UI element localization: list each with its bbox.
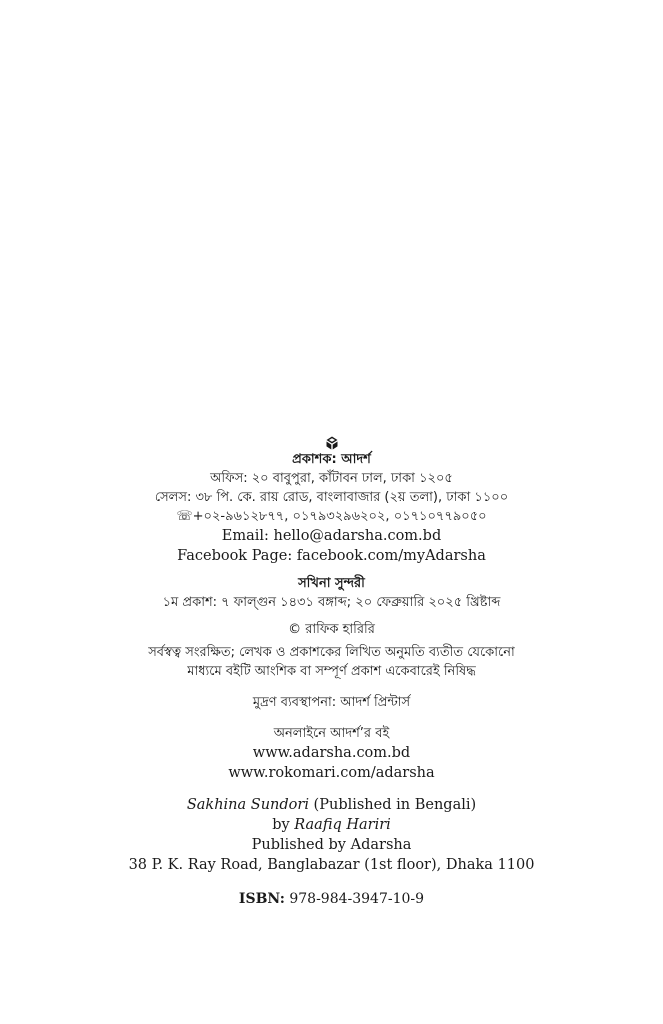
isbn-label: ISBN: xyxy=(238,891,285,907)
rights-line-1: সর্বস্বত্ব সংরক্ষিত; লেখক ও প্রকাশকের লিখিত অনুমতি ব্যতীত যেকোনো xyxy=(148,645,515,660)
office-address: অফিস: ২০ বাবুপুরা, কাঁটাবন ঢাল, ঢাকা ১২০৫ xyxy=(210,471,453,486)
english-title-note: (Published in Bengali) xyxy=(308,797,477,813)
publisher-heading: প্রকাশক: আদর্শ xyxy=(292,452,371,467)
isbn-value: 978-984-3947-10-9 xyxy=(284,891,425,907)
phone-numbers: ☏+০২-৯৬১২৮৭৭, ০১৭৯৩২৯৬২০২, ০১৭১০৭৭৯০৫০ xyxy=(176,509,487,524)
published-by-line: Published by Adarsha xyxy=(251,837,412,853)
english-title-line xyxy=(0,795,663,815)
copyright-line: © রাফিক হারিরি xyxy=(288,622,375,637)
book-title-bengali: সখিনা সুন্দরী xyxy=(298,576,365,591)
website-rokomari: www.rokomari.com/adarsha xyxy=(228,765,435,781)
sales-address: সেলস: ৩৮ পি. কে. রায় রোড, বাংলাবাজার (২য় তলা), ঢাকা ১১০০ xyxy=(154,490,509,505)
rights-line-2: মাধ্যমে বইটি আংশিক বা সম্পূর্ণ প্রকাশ একেবারেই নিষিদ্ধ xyxy=(187,664,476,679)
publisher-logo-icon xyxy=(325,436,339,450)
facebook-line: Facebook Page: facebook.com/myAdarsha xyxy=(177,548,486,564)
imprint-page xyxy=(0,436,663,907)
english-address: 38 P. K. Ray Road, Banglabazar (1st floor), Dhaka 1100 xyxy=(128,857,535,873)
email-line: Email: hello@adarsha.com.bd xyxy=(221,528,442,544)
isbn-line xyxy=(0,891,663,907)
edition-line: ১ম প্রকাশ: ৭ ফাল্গুন ১৪৩১ বঙ্গাব্দ; ২০ ফেব্রুয়ারি ২০২৫ খ্রিষ্টাব্দ xyxy=(162,595,501,610)
english-author: Raafiq Hariri xyxy=(294,817,391,833)
author-line xyxy=(0,815,663,835)
by-label: by xyxy=(272,817,295,833)
printing-line: মুদ্রণ ব্যবস্থাপনা: আদর্শ প্রিন্টার্স xyxy=(252,695,411,710)
website-adarsha: www.adarsha.com.bd xyxy=(252,745,411,761)
english-title: Sakhina Sundori xyxy=(186,797,309,813)
online-heading: অনলাইনে আদর্শ’র বই xyxy=(273,726,390,741)
